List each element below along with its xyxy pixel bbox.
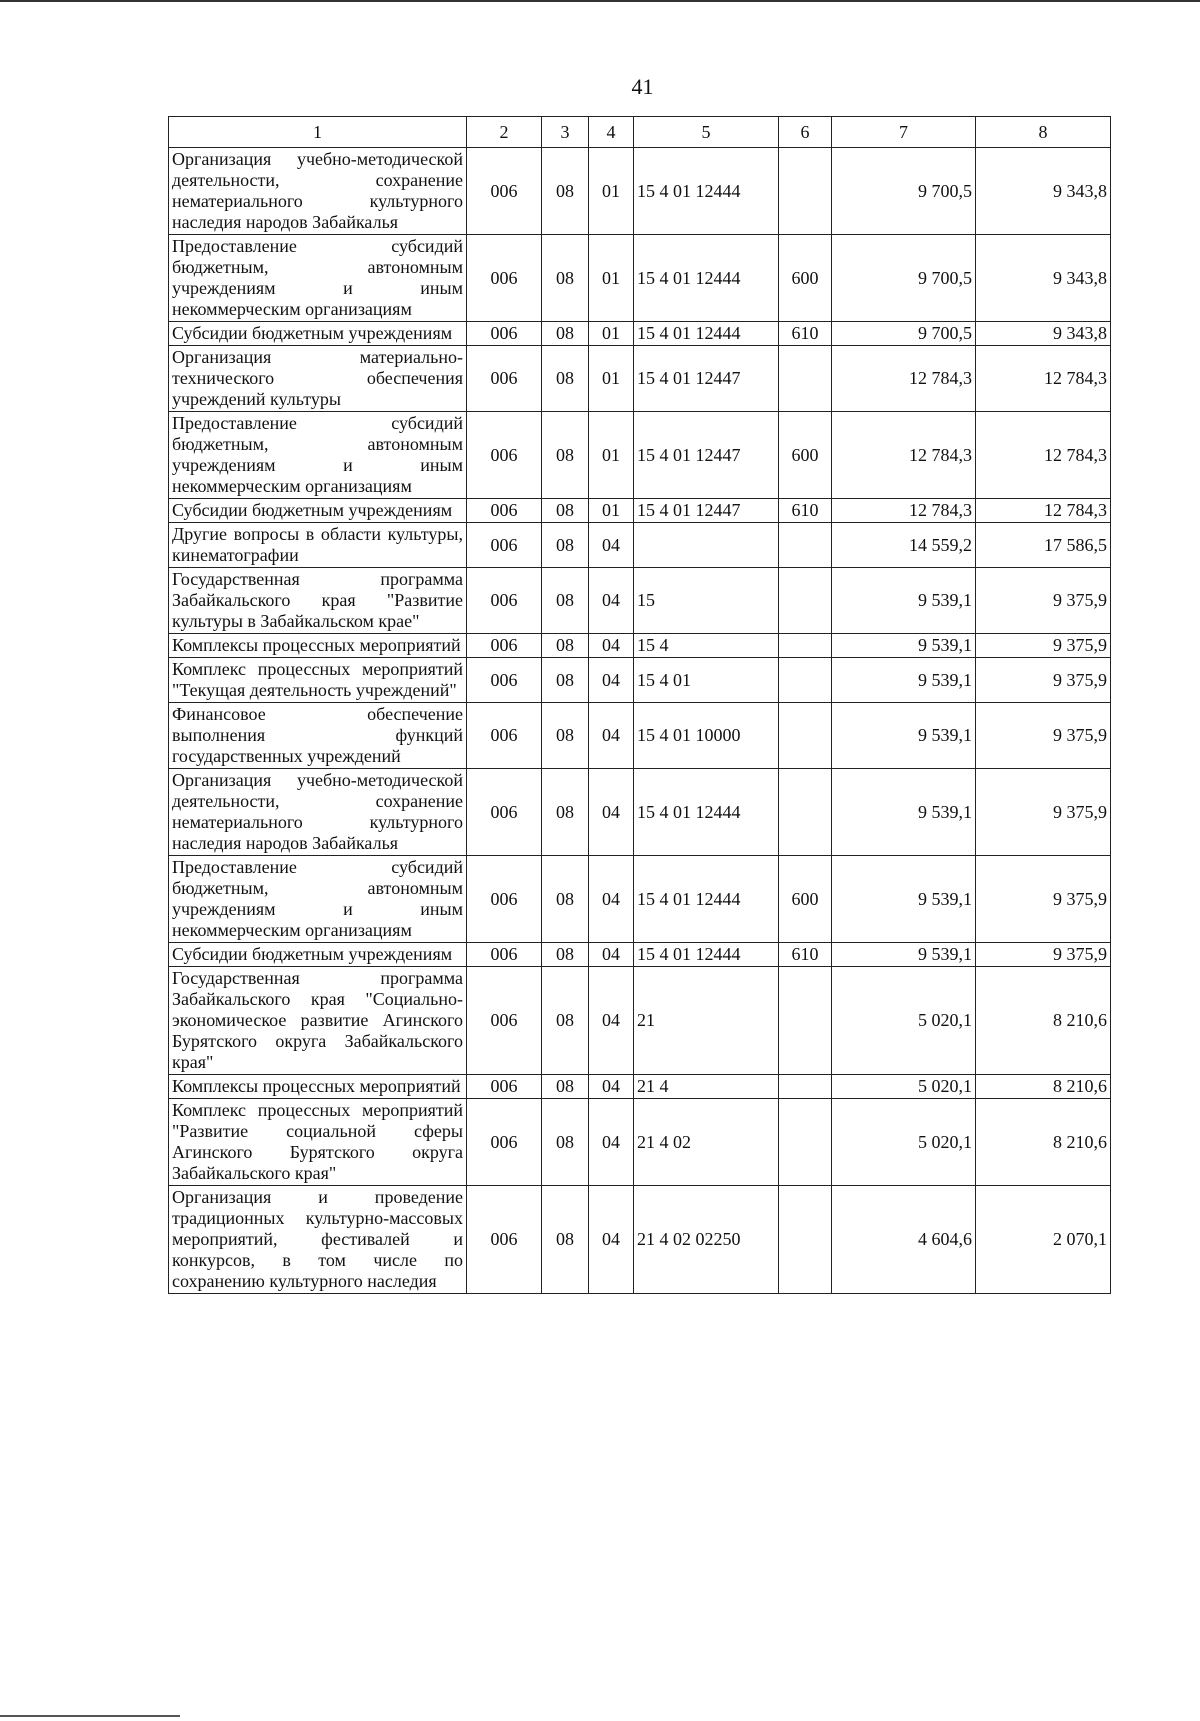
- ministry-code-cell: 006: [467, 1186, 542, 1294]
- target-item-code-cell: 15 4 01 12444: [634, 769, 779, 856]
- amount-year2-cell: 2 070,1: [976, 1186, 1111, 1294]
- table-row: [169, 235, 1111, 322]
- expense-type-code-cell: 610: [779, 322, 832, 346]
- target-item-code-cell: 15 4 01 12447: [634, 412, 779, 499]
- section-code-cell: 08: [542, 658, 589, 703]
- amount-year2-cell: 12 784,3: [976, 499, 1111, 523]
- section-code-cell: 08: [542, 1099, 589, 1186]
- expense-type-code-cell: [779, 148, 832, 235]
- target-item-code-cell: [634, 523, 779, 568]
- row-name-cell: Организация учебно-методической деятельности, сохранение нематериального культурного наследия народов Забайкалья: [169, 769, 467, 856]
- section-code-cell: 08: [542, 235, 589, 322]
- row-name-cell: Организация материально-технического обеспечения учреждений культуры: [169, 346, 467, 412]
- section-code-cell: 08: [542, 967, 589, 1075]
- header-cell: 5: [634, 117, 779, 148]
- amount-year2-cell: 9 375,9: [976, 703, 1111, 769]
- amount-year1-cell: 5 020,1: [832, 1099, 976, 1186]
- amount-year2-cell: 9 375,9: [976, 943, 1111, 967]
- row-name-cell: Комплексы процессных мероприятий: [169, 1075, 467, 1099]
- subsection-code-cell: 04: [589, 1186, 634, 1294]
- ministry-code-cell: 006: [467, 967, 542, 1075]
- table-row: [169, 346, 1111, 412]
- target-item-code-cell: 15 4 01 12444: [634, 235, 779, 322]
- row-name-cell: Субсидии бюджетным учреждениям: [169, 943, 467, 967]
- row-name-cell: Финансовое обеспечение выполнения функций государственных учреждений: [169, 703, 467, 769]
- row-name-cell: Другие вопросы в области культуры, кинематографии: [169, 523, 467, 568]
- table-row: [169, 943, 1111, 967]
- amount-year1-cell: 4 604,6: [832, 1186, 976, 1294]
- expense-type-code-cell: [779, 1075, 832, 1099]
- subsection-code-cell: 04: [589, 1075, 634, 1099]
- amount-year2-cell: 8 210,6: [976, 1075, 1111, 1099]
- amount-year2-cell: 12 784,3: [976, 412, 1111, 499]
- amount-year1-cell: 9 539,1: [832, 769, 976, 856]
- expense-type-code-cell: [779, 703, 832, 769]
- ministry-code-cell: 006: [467, 148, 542, 235]
- table-row: [169, 703, 1111, 769]
- subsection-code-cell: 01: [589, 148, 634, 235]
- target-item-code-cell: 15 4 01 12444: [634, 148, 779, 235]
- expense-type-code-cell: [779, 658, 832, 703]
- amount-year1-cell: 9 539,1: [832, 943, 976, 967]
- row-name-cell: Предоставление субсидий бюджетным, автономным учреждениям и иным некоммерческим организациям: [169, 856, 467, 943]
- amount-year2-cell: 9 343,8: [976, 322, 1111, 346]
- expense-type-code-cell: [779, 1186, 832, 1294]
- amount-year2-cell: 9 343,8: [976, 235, 1111, 322]
- amount-year1-cell: 5 020,1: [832, 967, 976, 1075]
- expense-type-code-cell: 610: [779, 943, 832, 967]
- budget-table: [168, 116, 1111, 1294]
- subsection-code-cell: 04: [589, 856, 634, 943]
- amount-year2-cell: 9 343,8: [976, 148, 1111, 235]
- expense-type-code-cell: 600: [779, 235, 832, 322]
- amount-year2-cell: 8 210,6: [976, 967, 1111, 1075]
- ministry-code-cell: 006: [467, 769, 542, 856]
- expense-type-code-cell: 610: [779, 499, 832, 523]
- header-row: [169, 117, 1111, 148]
- page-bottom-edge: [0, 1715, 180, 1717]
- subsection-code-cell: 04: [589, 1099, 634, 1186]
- ministry-code-cell: 006: [467, 412, 542, 499]
- section-code-cell: 08: [542, 322, 589, 346]
- target-item-code-cell: 15 4: [634, 634, 779, 658]
- row-name-cell: Организация учебно-методической деятельности, сохранение нематериального культурного наследия народов Забайкалья: [169, 148, 467, 235]
- subsection-code-cell: 04: [589, 568, 634, 634]
- target-item-code-cell: 15 4 01: [634, 658, 779, 703]
- table-row: [169, 769, 1111, 856]
- table-row: [169, 658, 1111, 703]
- ministry-code-cell: 006: [467, 1099, 542, 1186]
- amount-year2-cell: 12 784,3: [976, 346, 1111, 412]
- row-name-cell: Субсидии бюджетным учреждениям: [169, 322, 467, 346]
- amount-year1-cell: 9 539,1: [832, 856, 976, 943]
- amount-year2-cell: 9 375,9: [976, 634, 1111, 658]
- section-code-cell: 08: [542, 1075, 589, 1099]
- subsection-code-cell: 04: [589, 523, 634, 568]
- amount-year1-cell: 12 784,3: [832, 412, 976, 499]
- table-row: [169, 499, 1111, 523]
- expense-type-code-cell: [779, 523, 832, 568]
- table-body: [169, 148, 1111, 1294]
- ministry-code-cell: 006: [467, 523, 542, 568]
- amount-year2-cell: 9 375,9: [976, 658, 1111, 703]
- header-cell: 8: [976, 117, 1111, 148]
- row-name-cell: Государственная программа Забайкальского края "Развитие культуры в Забайкальском крае": [169, 568, 467, 634]
- row-name-cell: Государственная программа Забайкальского края "Социально-экономическое развитие Агинского Бурятского округа Забайкальского края": [169, 967, 467, 1075]
- row-name-cell: Субсидии бюджетным учреждениям: [169, 499, 467, 523]
- expense-type-code-cell: 600: [779, 856, 832, 943]
- table-row: [169, 1075, 1111, 1099]
- target-item-code-cell: 15: [634, 568, 779, 634]
- section-code-cell: 08: [542, 412, 589, 499]
- subsection-code-cell: 04: [589, 703, 634, 769]
- section-code-cell: 08: [542, 148, 589, 235]
- amount-year1-cell: 9 539,1: [832, 568, 976, 634]
- target-item-code-cell: 15 4 01 12447: [634, 499, 779, 523]
- amount-year1-cell: 9 539,1: [832, 658, 976, 703]
- target-item-code-cell: 15 4 01 12444: [634, 856, 779, 943]
- subsection-code-cell: 01: [589, 235, 634, 322]
- table-row: [169, 1186, 1111, 1294]
- row-name-cell: Комплекс процессных мероприятий "Развитие социальной сферы Агинского Бурятского округа Забайкальского края": [169, 1099, 467, 1186]
- target-item-code-cell: 15 4 01 12447: [634, 346, 779, 412]
- amount-year1-cell: 12 784,3: [832, 346, 976, 412]
- page-number: 41: [631, 74, 654, 99]
- ministry-code-cell: 006: [467, 658, 542, 703]
- subsection-code-cell: 01: [589, 346, 634, 412]
- row-name-cell: Комплексы процессных мероприятий: [169, 634, 467, 658]
- row-name-cell: Предоставление субсидий бюджетным, автономным учреждениям и иным некоммерческим организациям: [169, 235, 467, 322]
- subsection-code-cell: 04: [589, 634, 634, 658]
- header-cell: 7: [832, 117, 976, 148]
- section-code-cell: 08: [542, 499, 589, 523]
- section-code-cell: 08: [542, 703, 589, 769]
- amount-year1-cell: 9 539,1: [832, 703, 976, 769]
- subsection-code-cell: 04: [589, 658, 634, 703]
- expense-type-code-cell: [779, 568, 832, 634]
- table-row: [169, 967, 1111, 1075]
- target-item-code-cell: 21 4: [634, 1075, 779, 1099]
- row-name-cell: Комплекс процессных мероприятий "Текущая деятельность учреждений": [169, 658, 467, 703]
- section-code-cell: 08: [542, 943, 589, 967]
- subsection-code-cell: 04: [589, 967, 634, 1075]
- header-cell: 1: [169, 117, 467, 148]
- subsection-code-cell: 04: [589, 943, 634, 967]
- expense-type-code-cell: [779, 634, 832, 658]
- header-cell: 2: [467, 117, 542, 148]
- target-item-code-cell: 21 4 02: [634, 1099, 779, 1186]
- amount-year1-cell: 14 559,2: [832, 523, 976, 568]
- ministry-code-cell: 006: [467, 634, 542, 658]
- amount-year1-cell: 5 020,1: [832, 1075, 976, 1099]
- ministry-code-cell: 006: [467, 1075, 542, 1099]
- ministry-code-cell: 006: [467, 235, 542, 322]
- amount-year1-cell: 9 539,1: [832, 634, 976, 658]
- page-top-edge: [0, 0, 1200, 2]
- target-item-code-cell: 15 4 01 12444: [634, 322, 779, 346]
- amount-year1-cell: 9 700,5: [832, 148, 976, 235]
- amount-year2-cell: 9 375,9: [976, 769, 1111, 856]
- table-row: [169, 322, 1111, 346]
- table-row: [169, 523, 1111, 568]
- target-item-code-cell: 21 4 02 02250: [634, 1186, 779, 1294]
- row-name-cell: Организация и проведение традиционных культурно-массовых мероприятий, фестивалей и конкурсов, в том числе по сохранению культурного наследия: [169, 1186, 467, 1294]
- target-item-code-cell: 21: [634, 967, 779, 1075]
- target-item-code-cell: 15 4 01 12444: [634, 943, 779, 967]
- header-cell: 4: [589, 117, 634, 148]
- subsection-code-cell: 01: [589, 499, 634, 523]
- expense-type-code-cell: 600: [779, 412, 832, 499]
- target-item-code-cell: 15 4 01 10000: [634, 703, 779, 769]
- expense-type-code-cell: [779, 346, 832, 412]
- ministry-code-cell: 006: [467, 499, 542, 523]
- subsection-code-cell: 01: [589, 322, 634, 346]
- table-row: [169, 412, 1111, 499]
- amount-year2-cell: 17 586,5: [976, 523, 1111, 568]
- amount-year2-cell: 9 375,9: [976, 856, 1111, 943]
- ministry-code-cell: 006: [467, 943, 542, 967]
- table-row: [169, 148, 1111, 235]
- expense-type-code-cell: [779, 769, 832, 856]
- expense-type-code-cell: [779, 1099, 832, 1186]
- table-row: [169, 568, 1111, 634]
- ministry-code-cell: 006: [467, 346, 542, 412]
- amount-year1-cell: 9 700,5: [832, 235, 976, 322]
- section-code-cell: 08: [542, 523, 589, 568]
- section-code-cell: 08: [542, 346, 589, 412]
- section-code-cell: 08: [542, 568, 589, 634]
- expense-type-code-cell: [779, 967, 832, 1075]
- ministry-code-cell: 006: [467, 856, 542, 943]
- amount-year1-cell: 9 700,5: [832, 322, 976, 346]
- header-cell: 3: [542, 117, 589, 148]
- ministry-code-cell: 006: [467, 322, 542, 346]
- amount-year2-cell: 8 210,6: [976, 1099, 1111, 1186]
- section-code-cell: 08: [542, 1186, 589, 1294]
- section-code-cell: 08: [542, 769, 589, 856]
- subsection-code-cell: 01: [589, 412, 634, 499]
- amount-year1-cell: 12 784,3: [832, 499, 976, 523]
- table-row: [169, 856, 1111, 943]
- subsection-code-cell: 04: [589, 769, 634, 856]
- row-name-cell: Предоставление субсидий бюджетным, автономным учреждениям и иным некоммерческим организациям: [169, 412, 467, 499]
- header-cell: 6: [779, 117, 832, 148]
- ministry-code-cell: 006: [467, 568, 542, 634]
- table-row: [169, 634, 1111, 658]
- table-row: [169, 1099, 1111, 1186]
- section-code-cell: 08: [542, 856, 589, 943]
- section-code-cell: 08: [542, 634, 589, 658]
- ministry-code-cell: 006: [467, 703, 542, 769]
- amount-year2-cell: 9 375,9: [976, 568, 1111, 634]
